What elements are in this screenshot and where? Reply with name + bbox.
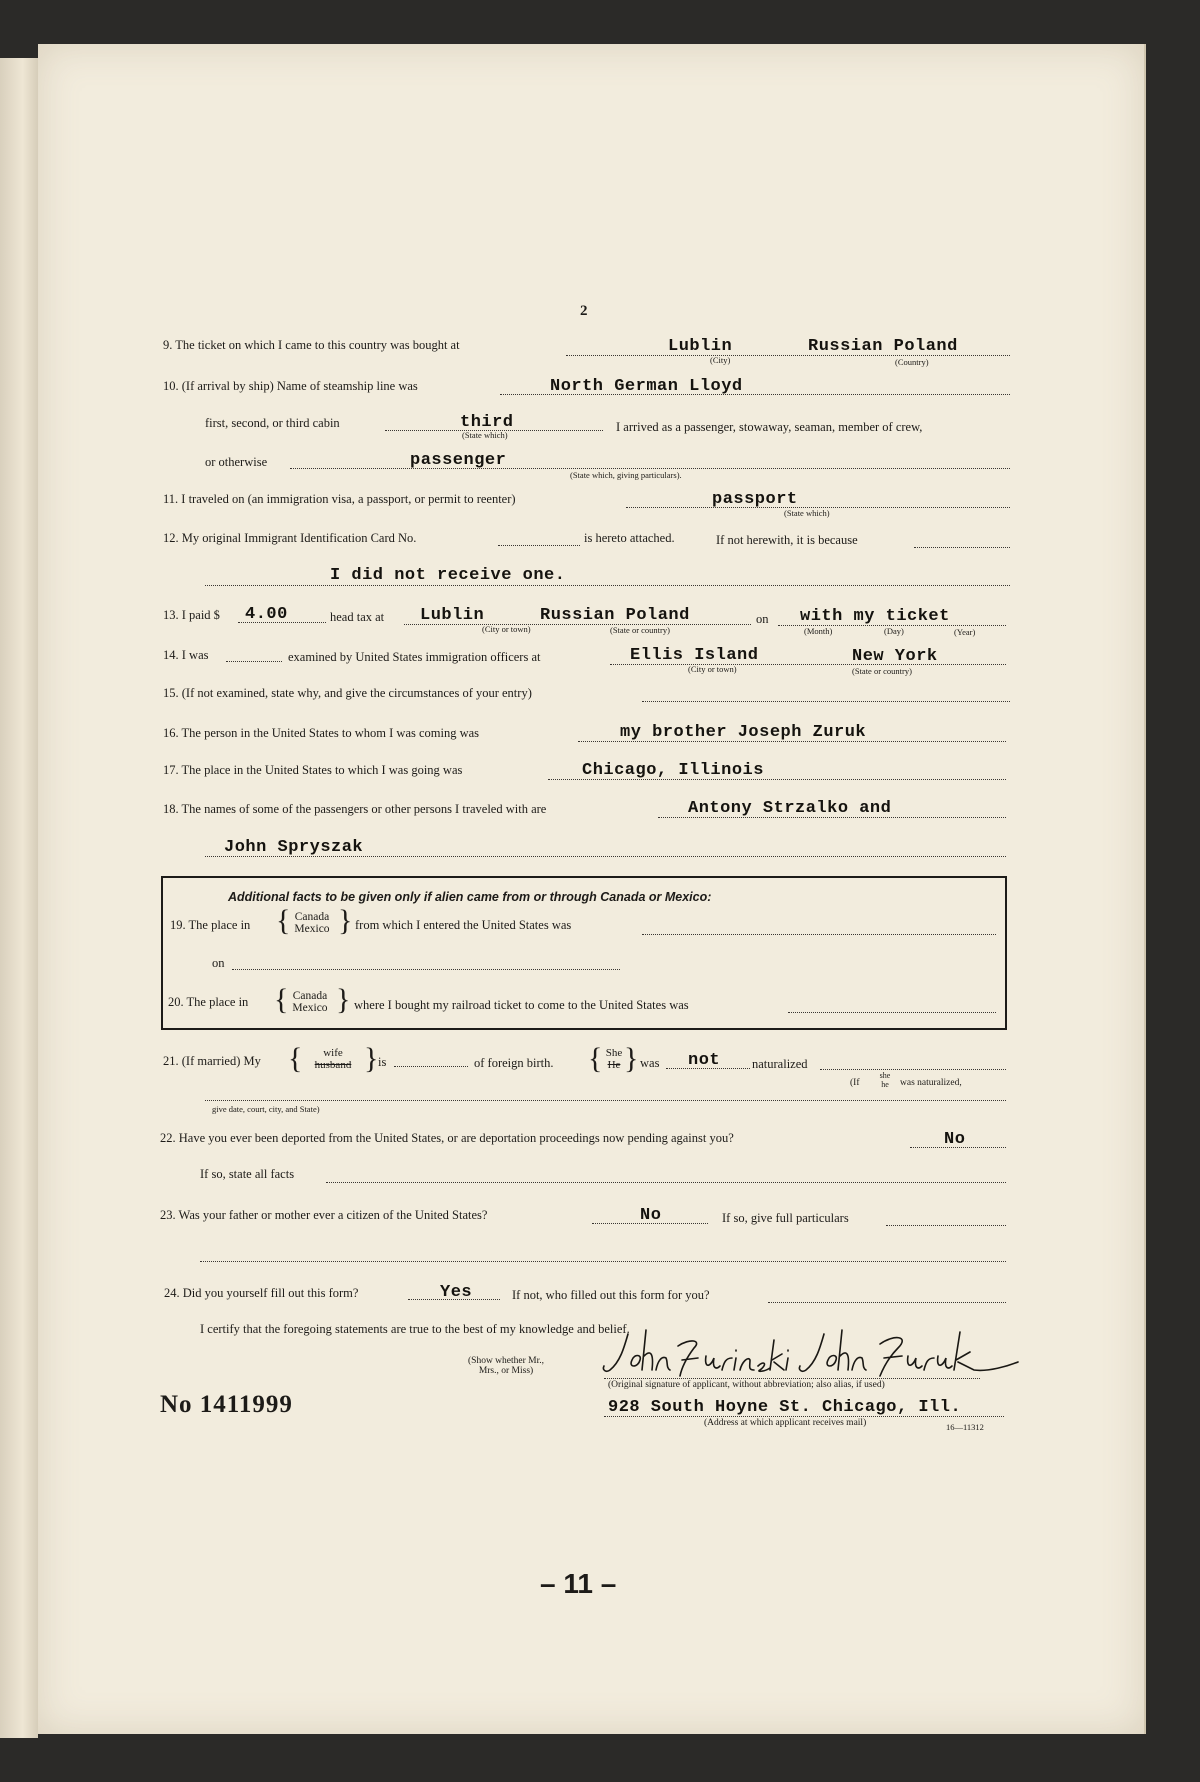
q21-cap-give: give date, court, city, and State): [212, 1104, 320, 1114]
q13-amount[interactable]: 4.00: [245, 605, 288, 624]
previous-page-edge: [0, 58, 38, 1738]
show-whether-caption: (Show whether Mr., Mrs., or Miss): [468, 1356, 544, 1376]
q10-arrived-label: I arrived as a passenger, stowaway, seaman, member of crew,: [616, 420, 923, 434]
q23-particulars-line-2: [200, 1261, 1006, 1262]
q20-brace-left: {: [274, 983, 289, 1016]
q21-cap-she: she: [879, 1071, 891, 1080]
q12-not-label: If not herewith, it is because: [716, 533, 858, 547]
q13-cap-city: (City or town): [482, 624, 531, 634]
q13-tax-label: head tax at: [330, 610, 385, 624]
q10-otherwise-label: or otherwise: [205, 455, 268, 469]
q19-brace-options: [290, 911, 334, 935]
q18-label: 18. The names of some of the passengers or other persons I traveled with are: [163, 802, 547, 816]
q19-line: [642, 934, 996, 935]
q16-label: 16. The person in the United States to whom I was coming was: [163, 726, 480, 740]
q13-label: 13. I paid $: [163, 608, 220, 622]
q10-cabin-label: first, second, or third cabin: [205, 416, 340, 430]
q19-mexico: Mexico: [294, 923, 330, 935]
q21-label: 21. (If married) My: [163, 1054, 261, 1068]
q19-rest: from which I entered the United States was: [355, 918, 572, 932]
q12-reason[interactable]: I did not receive one.: [330, 566, 566, 585]
q21-is-line: [394, 1066, 468, 1067]
q11-label: 11. I traveled on (an immigration visa, a passport, or permit to reenter): [163, 492, 516, 506]
address-line: [604, 1416, 1004, 1417]
q9-city-caption: (City): [710, 355, 731, 365]
q24-who-line: [768, 1302, 1006, 1303]
q20-canada: Canada: [292, 990, 328, 1002]
q21-give-line: [205, 1100, 1006, 1101]
q22-facts-line: [326, 1182, 1006, 1183]
q21-was-label: was: [640, 1056, 660, 1070]
q14-cap-city: (City or town): [688, 664, 737, 674]
q21-brace2-right: }: [624, 1042, 639, 1075]
q21-brace2-left: {: [588, 1042, 603, 1075]
q22-label: 22. Have you ever been deported from the United States, or are deportation proceedings now pending against you?: [160, 1131, 734, 1145]
serial-number: No 1411999: [160, 1391, 293, 1418]
q17-place[interactable]: Chicago, Illinois: [582, 761, 764, 780]
q20-brace-options: [288, 990, 332, 1014]
page-number-footer: – 11 –: [540, 1568, 617, 1599]
q21-cap-he: he: [881, 1080, 889, 1089]
q13-city[interactable]: Lublin: [420, 606, 485, 625]
form-code: 16—11312: [946, 1422, 984, 1432]
box-on-label: on: [212, 956, 225, 970]
q13-cap-day: (Day): [884, 626, 904, 636]
q10-otherwise[interactable]: passenger: [410, 451, 507, 470]
q21-naturalized-label: naturalized: [752, 1057, 808, 1071]
signature-caption: (Original signature of applicant, without abbreviation; also alias, if used): [608, 1380, 885, 1390]
q20-rest: where I bought my railroad ticket to come to the United States was: [354, 998, 689, 1012]
box-title: Additional facts to be given only if alien came from or through Canada or Mexico:: [228, 890, 712, 904]
address-caption: (Address at which applicant receives mail): [704, 1418, 867, 1428]
signature-line: [604, 1378, 980, 1379]
q14-place[interactable]: Ellis Island: [630, 646, 759, 665]
q9-label: 9. The ticket on which I came to this country was bought at: [163, 338, 460, 352]
q10-otherwise-line: [290, 468, 1010, 469]
q21-naturalized-status[interactable]: not: [688, 1051, 721, 1070]
q24-answer[interactable]: Yes: [440, 1283, 473, 1302]
q10-cabin-caption: (State which): [462, 430, 508, 440]
page-number-top: 2: [580, 303, 588, 319]
q23-label: 23. Was your father or mother ever a citizen of the United States?: [160, 1208, 488, 1222]
q10-otherwise-caption: (State which, giving particulars).: [570, 470, 682, 480]
q14-cap-state: (State or country): [852, 666, 912, 676]
q21-he: He: [607, 1059, 621, 1071]
q24-label: 24. Did you yourself fill out this form?: [164, 1286, 359, 1300]
q20-label: 20. The place in: [168, 995, 249, 1009]
q17-label: 17. The place in the United States to which I was going was: [163, 763, 463, 777]
q9-city[interactable]: Lublin: [668, 337, 733, 356]
q10-label: 10. (If arrival by ship) Name of steamship line was: [163, 379, 418, 393]
applicant-address[interactable]: 928 South Hoyne St. Chicago, Ill.: [608, 1398, 962, 1417]
q22-ifso: If so, state all facts: [200, 1167, 295, 1181]
q12-attached: is hereto attached.: [584, 531, 675, 545]
q13-cap-state: (State or country): [610, 625, 670, 635]
q22-answer[interactable]: No: [944, 1130, 966, 1149]
q21-cap-if: (If: [850, 1078, 860, 1088]
q14-was-line: [226, 661, 282, 662]
q19-brace-right: }: [338, 904, 353, 937]
q23-particulars-line-1: [886, 1225, 1006, 1226]
q13-cap-year: (Year): [954, 627, 976, 637]
q21-husband: husband: [314, 1059, 352, 1071]
q21-naturalized-line: [820, 1069, 1006, 1070]
q23-ifso: If so, give full particulars: [722, 1211, 849, 1225]
q15-line: [642, 701, 1010, 702]
q21-cap-was: was naturalized,: [900, 1078, 962, 1088]
q13-on-label: on: [756, 612, 769, 626]
q10-steamship-line[interactable]: North German Lloyd: [550, 377, 743, 396]
q13-date[interactable]: with my ticket: [800, 607, 950, 626]
q24-ifnot: If not, who filled out this form for you?: [512, 1288, 710, 1302]
certification-text: I certify that the foregoing statements are true to the best of my knowledge and belief.: [200, 1322, 630, 1336]
q14-label: 14. I was: [163, 648, 209, 662]
q12-reason-line-2: [205, 585, 1010, 586]
q12-reason-line-1: [914, 547, 1010, 548]
q19-canada: Canada: [294, 911, 330, 923]
q21-pronoun-options: [602, 1047, 626, 1071]
q11-document[interactable]: passport: [712, 490, 798, 509]
q12-label: 12. My original Immigrant Identification Card No.: [163, 531, 417, 545]
q20-brace-right: }: [336, 983, 351, 1016]
q21-she: She: [605, 1047, 623, 1059]
q13-country[interactable]: Russian Poland: [540, 606, 690, 625]
q21-cap-pronouns: [874, 1071, 896, 1089]
q19-brace-left: {: [276, 904, 291, 937]
box-on-line: [232, 969, 620, 970]
signature-image: [598, 1326, 1048, 1386]
q9-country-caption: (Country): [895, 357, 929, 367]
q20-mexico: Mexico: [292, 1002, 328, 1014]
q13-cap-month: (Month): [804, 626, 833, 636]
q18-companions-1[interactable]: Antony Strzalko and: [688, 799, 892, 818]
q18-companions-2[interactable]: John Spryszak: [224, 838, 364, 857]
q21-brace-right: }: [364, 1042, 379, 1075]
q21-wife: wife: [323, 1047, 343, 1059]
q21-is-label: is: [378, 1055, 387, 1069]
q15-label: 15. (If not examined, state why, and give the circumstances of your entry): [163, 686, 532, 700]
q16-person[interactable]: my brother Joseph Zuruk: [620, 723, 867, 742]
q14-state[interactable]: New York: [852, 647, 938, 666]
q14-examined-label: examined by United States immigration officers at: [288, 650, 541, 664]
q19-label: 19. The place in: [170, 918, 251, 932]
q9-country[interactable]: Russian Poland: [808, 337, 958, 356]
q20-line: [788, 1012, 996, 1013]
q12-card-line: [498, 545, 580, 546]
q21-spouse-options: [302, 1047, 364, 1071]
q21-foreign-label: of foreign birth.: [474, 1056, 554, 1070]
q10-cabin[interactable]: third: [460, 413, 514, 432]
q11-caption: (State which): [784, 508, 830, 518]
q21-brace-left: {: [288, 1042, 303, 1075]
q23-answer[interactable]: No: [640, 1206, 662, 1225]
